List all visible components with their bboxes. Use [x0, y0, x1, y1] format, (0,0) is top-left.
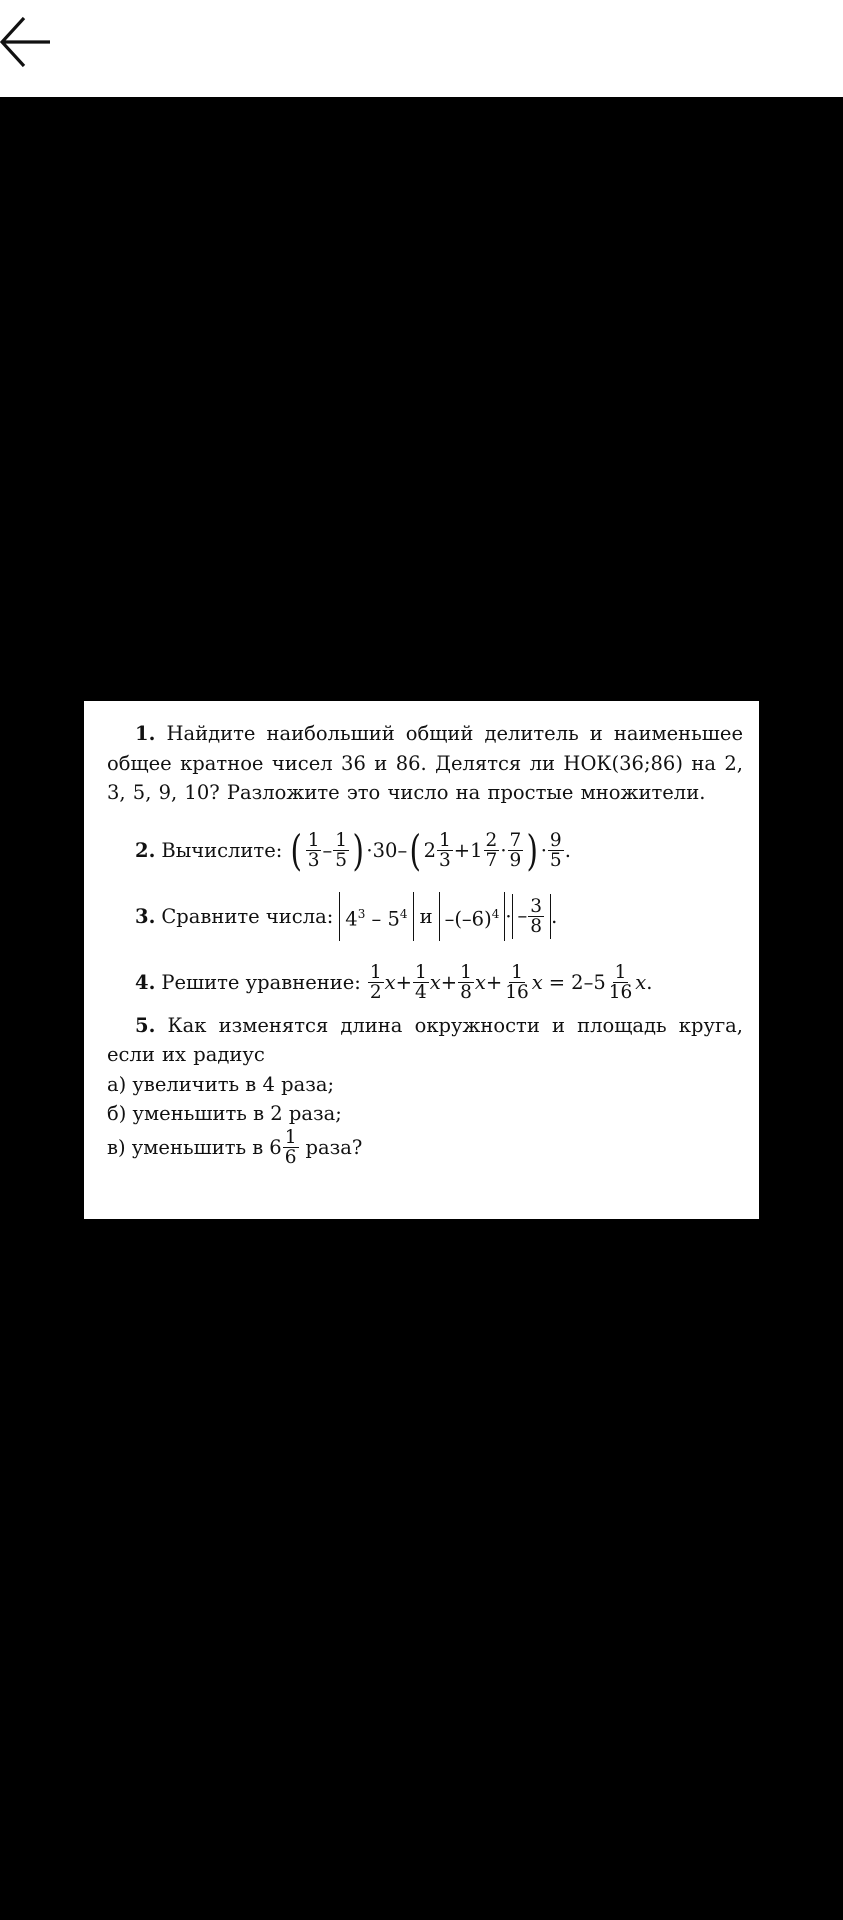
- task-5-item-a: а) увеличить в 4 раза;: [107, 1072, 335, 1096]
- task-text: Как изменятся длина окружности и площадь круга, если их радиус: [107, 1013, 743, 1066]
- document-image: [84, 701, 759, 1219]
- fraction: $\frac{1}{8}$: [460, 961, 472, 1003]
- task-number: 3.: [135, 904, 156, 928]
- fraction: $\frac{1}{2}$: [369, 961, 382, 1003]
- arrow-left-icon: [0, 14, 60, 70]
- fraction: $\frac{1}{4}$: [415, 961, 427, 1003]
- fraction: $\frac{1}{6}$: [284, 1126, 297, 1168]
- fraction: $\frac{7}{9}$: [509, 829, 522, 871]
- task-1: [107, 719, 743, 808]
- task-label: Вычислите:: [161, 838, 283, 862]
- absolute-value: – $\frac{3}{8}$: [512, 894, 552, 938]
- task-label: Сравните числа:: [161, 904, 334, 928]
- task-5-item-b: б) уменьшить в 2 раза;: [107, 1102, 342, 1125]
- task-4: 4. Решите уравнение: $\frac{1}{2}$ x + $\frac{1}{4}$ x + $\frac{1}{8}$ x + $\frac{1}{16}$ x = 2 – 5 $\frac{1}{16}$ x .: [135, 961, 653, 1003]
- absolute-value: $4^3 - 5^4$: [339, 892, 413, 942]
- task-text: Найдите наибольший общий делитель и наименьшее общее кратное чисел 36 и 86. Делятся ли НОК(36;86) на 2, 3, 5, 9, 10? Разложите это число на простые множители.: [107, 722, 743, 804]
- fraction: $\frac{9}{5}$: [549, 829, 562, 871]
- fraction: $\frac{1}{3}$: [307, 829, 320, 871]
- task-number: 4.: [135, 970, 156, 994]
- task-2: 2. Вычислите: ( $\frac{1}{3}$ – $\frac{1}{5}$ ) · 30 – ( 2 $\frac{1}{3}$ + 1 $\frac{2}{7}$ · $\frac{7}{9}$ ) · $\frac{9}{5}$ .: [135, 825, 571, 875]
- fraction: $\frac{1}{3}$: [439, 829, 451, 871]
- task-number: 5.: [135, 1013, 156, 1037]
- absolute-value: $-(-6)^4$: [439, 892, 506, 942]
- task-5-item-c: в) уменьшить в 6 $\frac{1}{6}$ раза?: [107, 1126, 363, 1168]
- fraction: $\frac{3}{8}$: [530, 895, 543, 938]
- back-button[interactable]: [0, 14, 60, 70]
- task-5: [107, 1011, 743, 1070]
- fraction: $\frac{1}{5}$: [335, 829, 348, 871]
- task-3: 3. Сравните числа: $4^3 - 5^4$ и $-(-6)^4$ · – $\frac{3}{8}$ .: [135, 889, 743, 945]
- fraction: $\frac{1}{16}$: [608, 961, 633, 1003]
- task-number: 1.: [135, 722, 156, 745]
- task-label: Решите уравнение:: [161, 970, 361, 994]
- fraction: $\frac{1}{16}$: [505, 961, 529, 1003]
- task-number: 2.: [135, 838, 156, 862]
- top-bar: [0, 0, 843, 97]
- fraction: $\frac{2}{7}$: [485, 829, 498, 871]
